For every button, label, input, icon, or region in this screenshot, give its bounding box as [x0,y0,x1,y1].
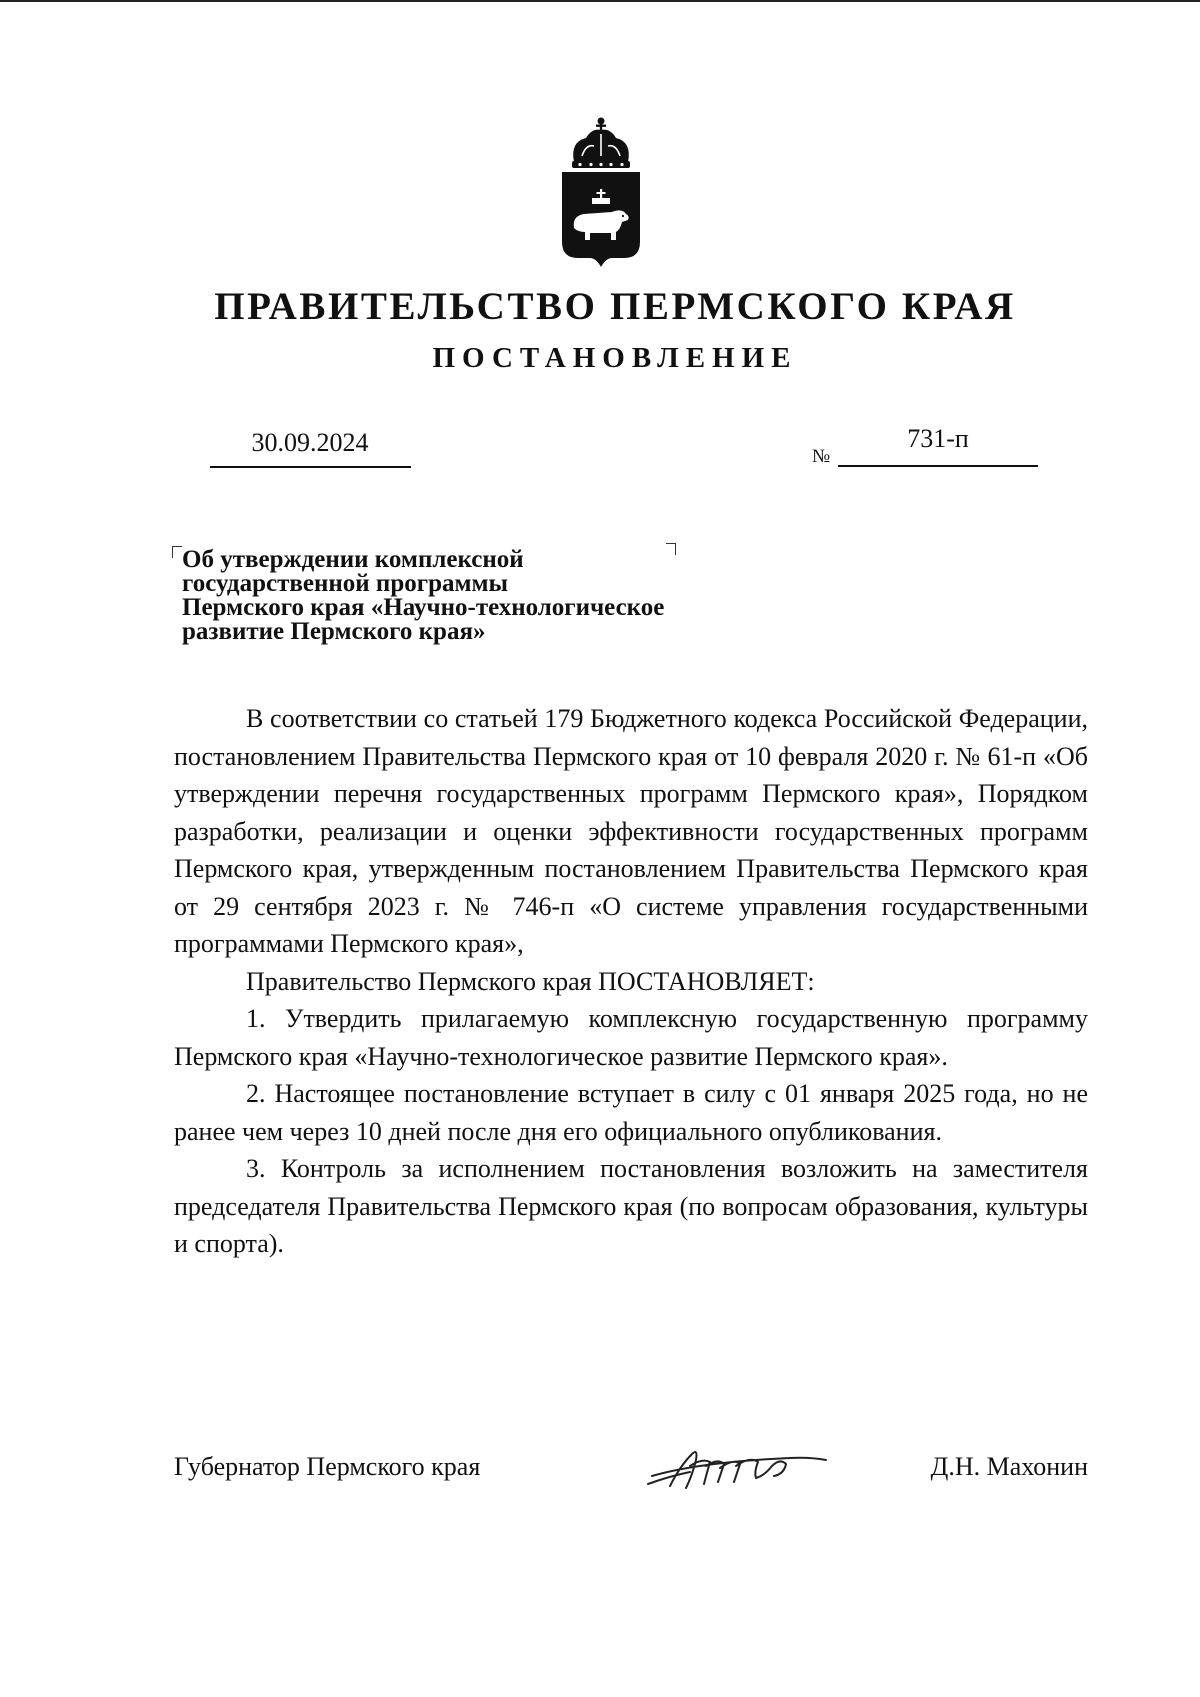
subject-line: Пермского края «Научно-технологическое [182,594,665,621]
number-underline [838,465,1038,467]
subject-corner-left-mark [172,546,182,558]
subject-line: развитие Пермского края» [182,618,486,645]
document-number: 731-п [907,424,969,453]
signature-block [174,1452,1088,1492]
perm-krai-coat-of-arms-icon [556,116,646,268]
subject-line: Об утверждении комплексной [182,546,524,573]
handwritten-signature [640,1436,830,1498]
document-subject [182,548,762,644]
document-date: 30.09.2024 [251,428,369,457]
body-paragraph-item-3: 3. Контроль за исполнением постановления возложить на заместителя председателя Правительства Пермского края (по вопросам образования, культуры и спорта). [174,1154,1088,1258]
document-type-title: ПОСТАНОВЛЕНИЕ [432,342,798,374]
number-sign: № [812,446,831,467]
government-title: ПРАВИТЕЛЬСТВО ПЕРМСКОГО КРАЯ [214,285,1016,328]
body-paragraph-item-1: 1. Утвердить прилагаемую комплексную государственную программу Пермского края «Научно-технологическое развитие Пермского края». [174,1004,1088,1071]
date-underline [210,466,411,468]
signatory-position: Губернатор Пермского края [174,1452,481,1481]
signatory-name: Д.Н. Махонин [930,1452,1088,1481]
body-paragraph-preamble: В соответствии со статьей 179 Бюджетного кодекса Российской Федерации, постановлением Правительства Пермского края от 10 февраля 2020 г. № 61-п «Об утверждении перечня государственных программ Пермского края», Порядком разработки, реализации и оценки эффективности государственных программ Пермского края, утвержденным постановлением Правительства Пермского края от 29 сентября 2023 г. № 746-п «О системе управления государственными программами Пермского края», [174,704,1088,958]
subject-line: государственной программы [182,570,509,597]
scan-top-edge [0,0,1200,2]
document-body [174,700,1088,1263]
body-paragraph-resolves: Правительство Пермского края ПОСТАНОВЛЯЕТ: [246,966,815,996]
body-paragraph-item-2: 2. Настоящее постановление вступает в силу с 01 января 2025 года, но не ранее чем через 10 дней после дня его официального опубликования. [174,1079,1088,1146]
